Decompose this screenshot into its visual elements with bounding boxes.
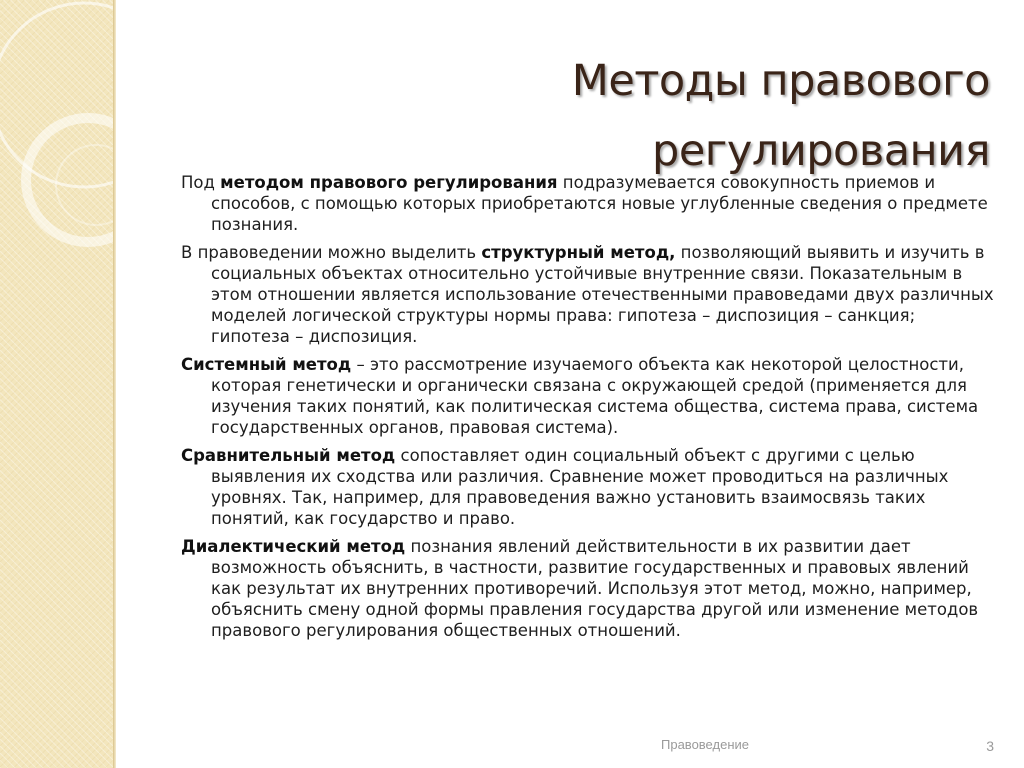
paragraph-text: подразумевается совокупность приемов и способов, с помощью которых приобретаются новые углубленные сведения о предмете познания. (211, 173, 988, 234)
decorative-circle-large (0, 3, 113, 187)
paragraph-term: Системный метод (181, 355, 352, 374)
decorative-circles (0, 0, 113, 300)
paragraph-term: методом правового регулирования (220, 173, 558, 192)
footer-text: Правоведение (661, 737, 749, 752)
decorative-left-band (0, 0, 113, 768)
page-number: 3 (986, 738, 994, 754)
paragraph-definition (181, 172, 996, 235)
band-edge-divider (113, 0, 116, 768)
decorative-circle-medium (26, 118, 113, 242)
paragraph-dialectical-method (181, 536, 996, 641)
slide-body (181, 172, 996, 648)
slide-title-line-2: регулирования (652, 126, 990, 176)
paragraph-comparative-method (181, 445, 996, 529)
paragraph-term: Диалектический метод (181, 537, 406, 556)
paragraph-structural-method (181, 242, 996, 347)
paragraph-lead: Под (181, 173, 221, 192)
paragraph-term: структурный метод, (481, 243, 676, 262)
slide-title (290, 46, 990, 186)
paragraph-text: позволяющий выявить и изучить в социальных объектах относительно устойчивые внутренние связи. Показательным в этом отношении является использование отечественными правоведами двух различных моделей логической структуры нормы права: гипотеза – диспозиция – санкция; гипотеза – диспозиция. (211, 243, 994, 346)
paragraph-text: сопоставляет один социальный объект с другими с целью выявления их сходства или различия. Сравнение может проводиться на различных уровнях. Так, например, для правоведения важно установить взаимосвязь таких понятий, как государство и право. (211, 446, 949, 528)
paragraph-term: Сравнительный метод (181, 446, 396, 465)
paragraph-text: познания явлений действительности в их развитии дает возможность объяснить, в частности, развитие государственных и правовых явлений как результат их внутренних противоречий. Используя этот метод, можно, например, объяснить смену одной формы правления государства другой или изменение методов правового регулирования общественных отношений. (211, 537, 979, 640)
slide-title-line-1: Методы правового (571, 56, 990, 106)
paragraph-system-method (181, 354, 996, 438)
paragraph-text: – это рассмотрение изучаемого объекта как некоторой целостности, которая генетически и органически связана с окружающей средой (применяется для изучения таких понятий, как политическая система общества, система права, система государственных органов, правовая система). (211, 355, 979, 437)
paragraph-lead: В правоведении можно выделить (181, 243, 482, 262)
